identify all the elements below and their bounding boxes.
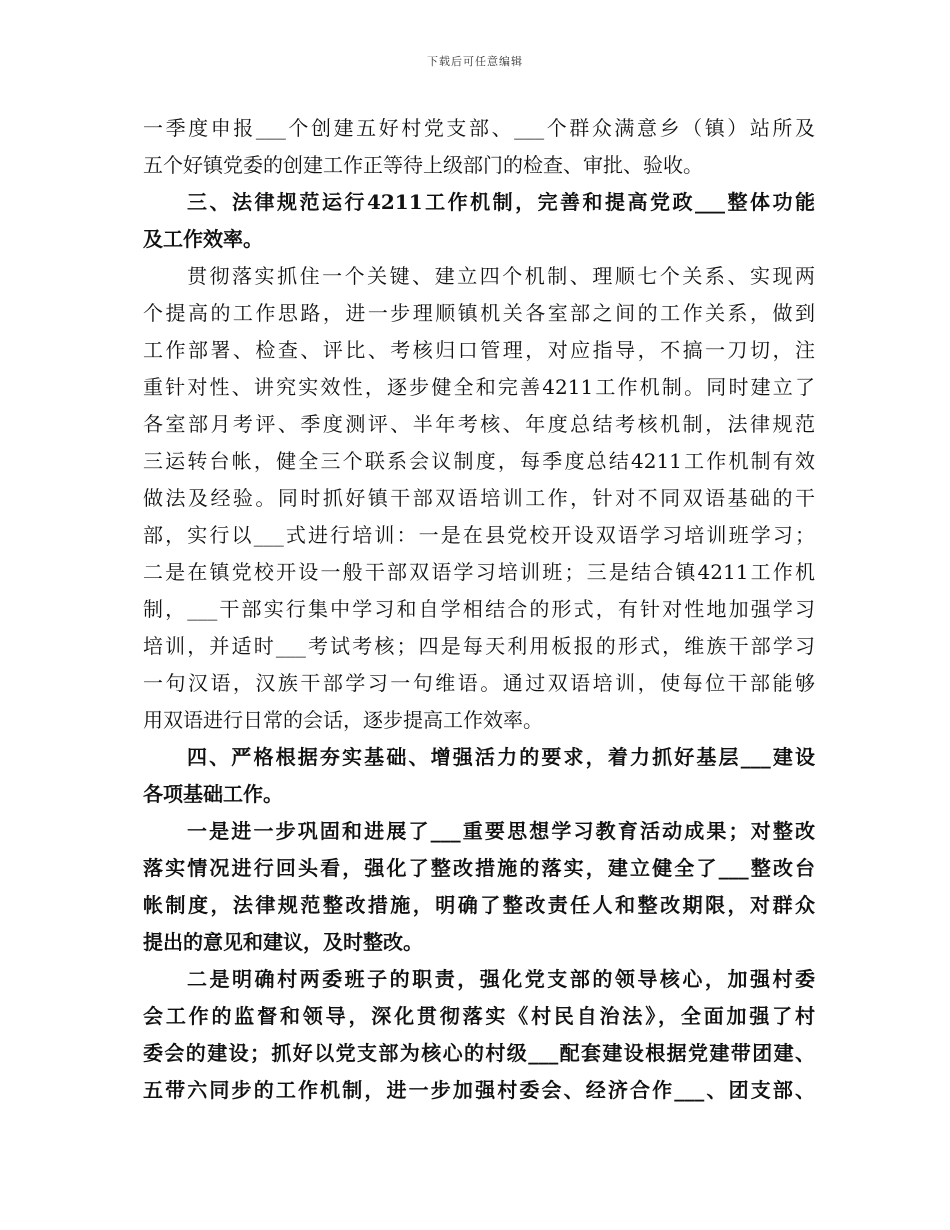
text-line: 五个好镇党委的创建工作正等待上级部门的检查、审批、验收。 — [143, 153, 703, 177]
text-line: 一句汉语，汉族干部学习一句维语。通过双语培训，使每位干部能够 — [143, 671, 815, 695]
section-heading: 三、法律规范运行4211工作机制，完善和提高党政___整体功能 — [187, 190, 815, 214]
text-line: 做法及经验。同时抓好镇干部双语培训工作，针对不同双语基础的干 — [143, 486, 815, 510]
text-line: 一季度申报___个创建五好村党支部、___个群众满意乡（镇）站所及 — [143, 116, 815, 140]
text-line: 三运转台帐，健全三个联系会议制度，每季度总结4211工作机制有效 — [143, 449, 815, 473]
section-heading: 四、严格根据夯实基础、增强活力的要求，着力抓好基层___建设 — [187, 745, 815, 769]
text-line: 重针对性、讲究实效性，逐步健全和完善4211工作机制。同时建立了 — [143, 375, 815, 399]
text-line: 五带六同步的工作机制，进一步加强村委会、经济合作___、团支部、 — [143, 1078, 815, 1102]
text-line: 工作部署、检查、评比、考核归口管理，对应指导，不搞一刀切，注 — [143, 338, 815, 362]
text-line: 一是进一步巩固和进展了___重要思想学习教育活动成果；对整改 — [187, 819, 815, 843]
text-line: 帐制度，法律规范整改措施，明确了整改责任人和整改期限，对群众 — [143, 893, 815, 917]
section-heading: 及工作效率。 — [143, 227, 263, 251]
text-line: 贯彻落实抓住一个关键、建立四个机制、理顺七个关系、实现两 — [187, 264, 815, 288]
text-line: 会工作的监督和领导，深化贯彻落实《村民自治法》，全面加强了村 — [143, 1004, 815, 1028]
text-line: 各室部月考评、季度测评、半年考核、年度总结考核机制，法律规范 — [143, 412, 815, 436]
text-line: 个提高的工作思路，进一步理顺镇机关各室部之间的工作关系，做到 — [143, 301, 815, 325]
text-line: 用双语进行日常的会话，逐步提高工作效率。 — [143, 708, 543, 732]
text-line: 二是明确村两委班子的职责，强化党支部的领导核心，加强村委 — [187, 967, 815, 991]
text-line: 培训，并适时___考试考核；四是每天利用板报的形式，维族干部学习 — [143, 634, 815, 658]
text-line: 部，实行以___式进行培训：一是在县党校开设双语学习培训班学习； — [143, 523, 815, 547]
text-line: 委会的建设；抓好以党支部为核心的村级___配套建设根据党建带团建、 — [143, 1041, 815, 1065]
document-body — [143, 110, 815, 1109]
text-line: 提出的意见和建议，及时整改。 — [143, 930, 423, 954]
text-line: 制，___干部实行集中学习和自学相结合的形式，有针对性地加强学习 — [143, 597, 815, 621]
section-heading: 各项基础工作。 — [143, 782, 283, 806]
text-line: 二是在镇党校开设一般干部双语学习培训班；三是结合镇4211工作机 — [143, 560, 815, 584]
text-line: 落实情况进行回头看，强化了整改措施的落实，建立健全了___整改台 — [143, 856, 815, 880]
page-header: 下载后可任意编辑 — [427, 55, 523, 68]
